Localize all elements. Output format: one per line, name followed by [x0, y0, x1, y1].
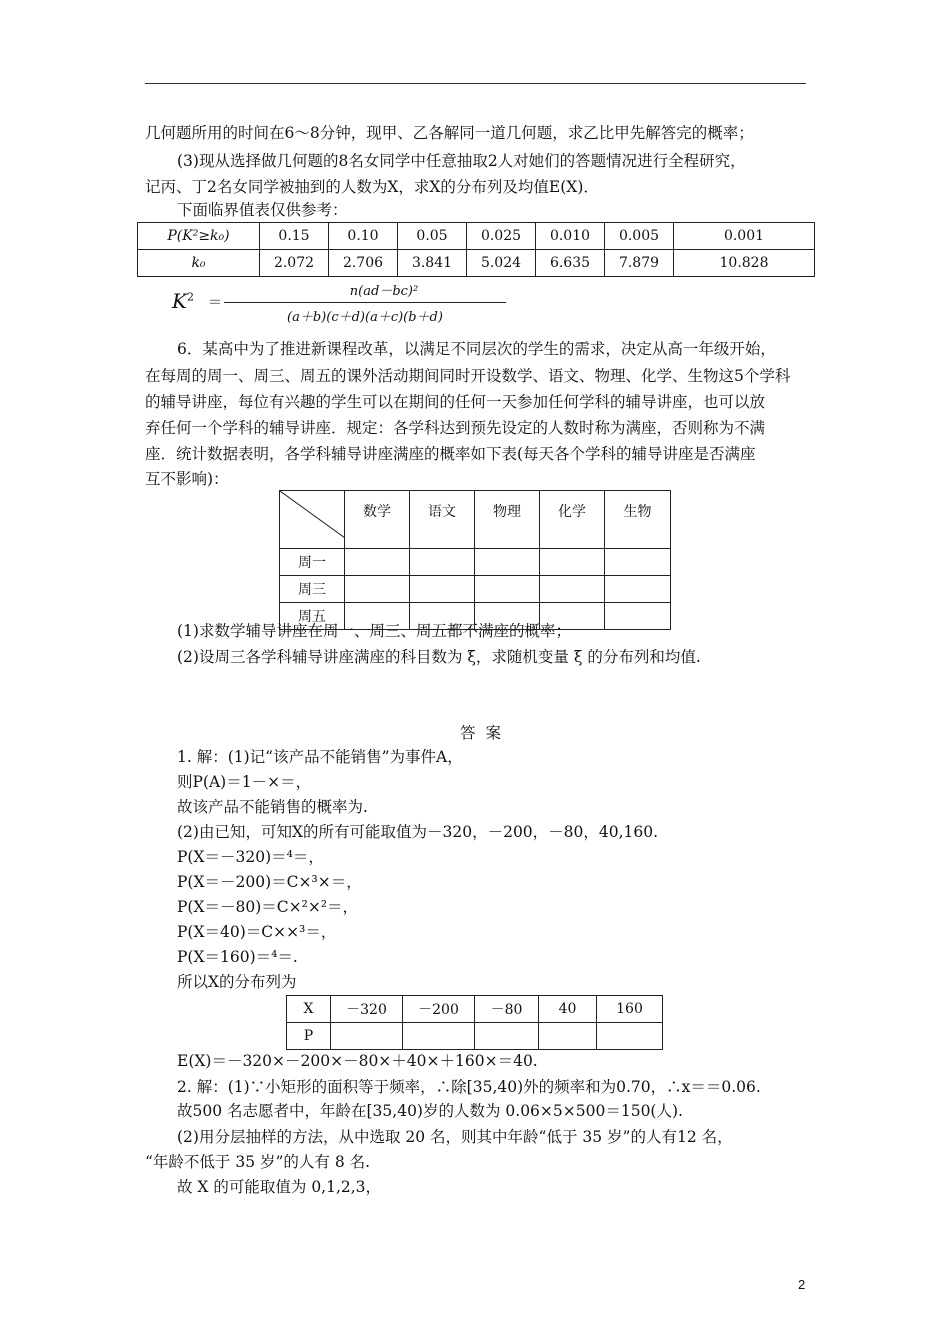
text-line: P(X＝160)＝⁴＝. [177, 948, 298, 966]
text-line: 在每周的周一、周三、周五的课外活动期间同时开设数学、语文、物理、化学、生物这5个学科 [145, 367, 791, 385]
table-cell: P(K²≥k₀) [138, 223, 260, 250]
table-row [280, 549, 671, 576]
text-line: (2)用分层抽样的方法，从中选取 20 名，则其中年龄“低于 35 岁”的人有12 名， [177, 1128, 733, 1146]
fraction-bar [224, 302, 506, 303]
table-cell: －320 [331, 996, 403, 1023]
text-line: E(X)＝－320×－200×－80×＋40×＋160×＝40. [177, 1052, 538, 1070]
table-cell: 6.635 [536, 250, 605, 277]
table-cell: 周五 [280, 603, 345, 630]
table-cell: 0.05 [398, 223, 467, 250]
table-cell: 10.828 [674, 250, 815, 277]
table-row [287, 996, 663, 1023]
text-line: (3)现从选择做几何题的8名女同学中任意抽取2人对她们的答题情况进行全程研究， [177, 152, 746, 170]
table-cell: X [287, 996, 331, 1023]
text-line: 几何题所用的时间在6～8分钟，现甲、乙各解同一道几何题，求乙比甲先解答完的概率； [145, 124, 754, 142]
table-cell [403, 1023, 475, 1050]
table-cell [605, 576, 671, 603]
table-cell [410, 549, 475, 576]
header-rule [145, 83, 806, 84]
table-cell: 5.024 [467, 250, 536, 277]
formula-equals: ＝ [208, 295, 222, 311]
table-cell: －80 [475, 996, 539, 1023]
text-line: 所以X的分布列为 [177, 973, 297, 991]
table-cell [605, 603, 671, 630]
table-cell [410, 576, 475, 603]
table-cell [475, 549, 540, 576]
table-cell: 周一 [280, 549, 345, 576]
table-cell [540, 576, 605, 603]
table-cell [345, 576, 410, 603]
formula-denominator: (a＋b)(c＋d)(a＋c)(b＋d) [287, 310, 443, 325]
table-cell: k₀ [138, 250, 260, 277]
table-row [280, 576, 671, 603]
diagonal-header-cell [280, 491, 345, 549]
text-line: 弃任何一个学科的辅导讲座．规定：各学科达到预先设定的人数时称为满座，否则称为不满 [145, 419, 766, 437]
text-line: (2)设周三各学科辅导讲座满座的科目数为 ξ，求随机变量 ξ 的分布列和均值. [177, 648, 701, 666]
text-line: (1)求数学辅导讲座在周一、周三、周五都不满座的概率； [177, 622, 571, 640]
table-cell: 0.10 [329, 223, 398, 250]
table-cell: 生物 [605, 491, 671, 549]
text-line: 则P(A)＝1－×＝， [177, 773, 312, 791]
table-cell [475, 576, 540, 603]
text-line: P(X＝－320)＝⁴＝， [177, 848, 324, 866]
table-cell: 3.841 [398, 250, 467, 277]
text-line: 6．某高中为了推进新课程改革，以满足不同层次的学生的需求，决定从高一年级开始， [177, 340, 776, 358]
text-line: P(X＝40)＝C××³＝， [177, 923, 337, 941]
table-cell: 0.025 [467, 223, 536, 250]
table-cell: －200 [403, 996, 475, 1023]
text-line: 故 X 的可能取值为 0,1,2,3， [177, 1178, 382, 1196]
table-cell [331, 1023, 403, 1050]
table-cell: 40 [539, 996, 597, 1023]
text-line: P(X＝－200)＝C×³×＝， [177, 873, 362, 891]
table-cell: 0.15 [260, 223, 329, 250]
table-cell: P [287, 1023, 331, 1050]
text-line: 座．统计数据表明，各学科辅导讲座满座的概率如下表(每天各个学科的辅导讲座是否满座 [145, 445, 756, 463]
table-cell: 2.706 [329, 250, 398, 277]
table-cell: 语文 [410, 491, 475, 549]
distribution-table [286, 995, 663, 1050]
table-row [287, 1023, 663, 1050]
table-cell: 数学 [345, 491, 410, 549]
table-row [280, 491, 671, 549]
table-cell: 0.001 [674, 223, 815, 250]
table-cell [345, 549, 410, 576]
table-cell: 周三 [280, 576, 345, 603]
table-cell [597, 1023, 663, 1050]
text-line: 2. 解：(1)∵小矩形的面积等于频率，∴除[35,40)外的频率和为0.70，∴x＝＝0.06. [177, 1078, 761, 1096]
table-row [138, 223, 815, 250]
table-row [138, 250, 815, 277]
formula-lhs: $K^2$ [172, 289, 194, 313]
table-cell: 2.072 [260, 250, 329, 277]
text-line: 记丙、丁2名女同学被抽到的人数为X，求X的分布列及均值E(X)． [145, 178, 599, 196]
table-cell [540, 549, 605, 576]
text-line: 互不影响)： [145, 470, 229, 488]
table-cell: 物理 [475, 491, 540, 549]
text-line: 下面临界值表仅供参考： [177, 201, 348, 219]
table-cell: 化学 [540, 491, 605, 549]
table-cell [475, 1023, 539, 1050]
formula-numerator: n(ad－bc)² [349, 284, 419, 299]
critical-value-table [137, 222, 815, 277]
diagonal-line [280, 491, 345, 538]
text-line: 1. 解：(1)记“该产品不能销售”为事件A， [177, 748, 463, 766]
table-cell: 0.005 [605, 223, 674, 250]
text-line: 故500 名志愿者中，年龄在[35,40)岁的人数为 0.06×5×500＝150(人). [177, 1102, 683, 1120]
subject-table [279, 490, 671, 630]
table-cell [605, 549, 671, 576]
page-number: 2 [798, 1277, 806, 1292]
text-line: 故该产品不能销售的概率为. [177, 798, 368, 816]
table-cell: 160 [597, 996, 663, 1023]
table-cell: 7.879 [605, 250, 674, 277]
text-line: (2)由已知，可知X的所有可能取值为－320，－200，－80，40,160. [177, 823, 659, 841]
table-cell [539, 1023, 597, 1050]
answer-title: 答案 [460, 724, 512, 742]
text-line: P(X＝－80)＝C×²×²＝， [177, 898, 359, 916]
text-line: 的辅导讲座，每位有兴趣的学生可以在期间的任何一天参加任何学科的辅导讲座，也可以放 [145, 393, 766, 411]
table-cell: 0.010 [536, 223, 605, 250]
text-line: “年龄不低于 35 岁”的人有 8 名. [145, 1153, 371, 1171]
